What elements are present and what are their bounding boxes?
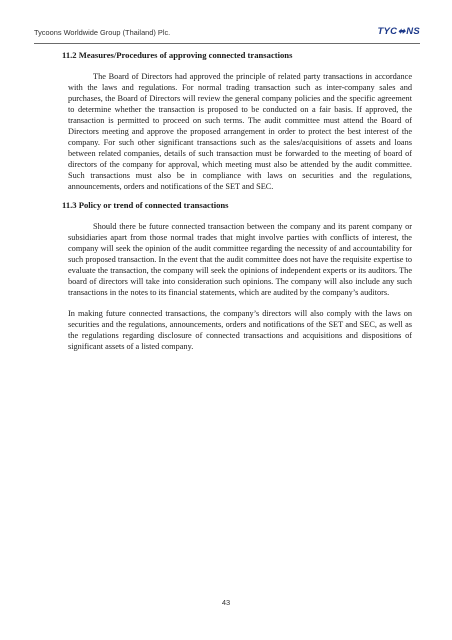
section-11-3-paragraph-1: Should there be future connected transaction between the company and its parent company or subsidiaries apart from those normal trades that might involve parties with conflicts of interest, the company will seek the opinion of the audit committee regarding the necessity of and accountability for such proposed transaction. In the event that the audit committee does not have the requisite expertise to evaluate the transaction, the company will seek the opinions of independent experts or its auditors. The board of directors will take into consideration such opinions. The company will also include any such transactions in the notes to its financial statements, which are audited by the company’s auditors. bbox=[68, 222, 412, 297]
document-body bbox=[62, 50, 418, 352]
page-number: 43 bbox=[221, 598, 231, 607]
logo-text-right: NS bbox=[406, 26, 420, 37]
tycoons-logo bbox=[377, 26, 420, 37]
section-heading-11-2: 11.2 Measures/Procedures of approving connected transactions bbox=[62, 50, 293, 60]
section-11-3-paragraph-2: In making future connected transactions, the company’s directors will also comply with the laws on securities and the regulations, announcements, orders and notifications of the SET and SEC, as well as the regulations regarding disclosure of connected transactions and acquisitions and dispositions of significant assets of a listed company. bbox=[68, 309, 412, 351]
header-divider bbox=[34, 43, 420, 44]
logo-text-left: TYC bbox=[377, 26, 398, 37]
section-heading-11-3: 11.3 Policy or trend of connected transactions bbox=[62, 200, 229, 210]
tycoons-logo-icon: ⬌ bbox=[397, 26, 406, 36]
page-header bbox=[34, 27, 420, 41]
section-11-2-paragraph: The Board of Directors had approved the principle of related party transactions in accordance with the laws and regulations. For normal trading transaction such as inter-company sales and purchases, the Board of Directors will review the general company policies and the specific agreement to determine whether the transaction is proposed to be conducted on a fair basis. If approved, the transaction is permitted to proceed on such terms. The audit committee must attend the Board of Directors meeting and approve the proposed arrangement in order to protect the best interest of the company. For such other significant transactions such as the sales/acquisitions of assets and loans between related companies, details of such transaction must be forwarded to the meeting of board of directors of the company for approval, which meeting must also be attended by the audit committee. Such transactions must also be in compliance with laws on securities and the regulations, announcements, orders and notifications of the SET and SEC. bbox=[68, 72, 412, 191]
company-name: Tycoons Worldwide Group (Thailand) Plc. bbox=[34, 28, 171, 37]
